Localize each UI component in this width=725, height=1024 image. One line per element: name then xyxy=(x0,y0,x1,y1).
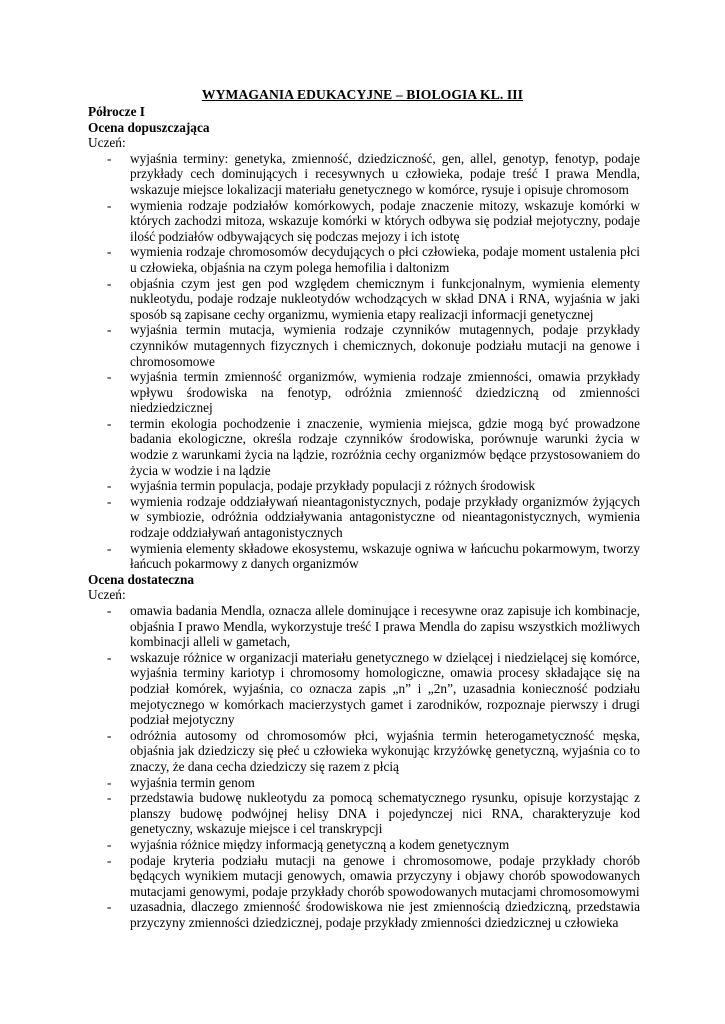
document-content xyxy=(88,104,640,930)
bullet-dash: - xyxy=(107,540,112,556)
bullet-dash: - xyxy=(107,197,112,213)
bullet-dash: - xyxy=(107,150,112,166)
list-item-text: wymienia rodzaje oddziaływań nieantagonistycznych, podaje przykłady organizmów żyjących w symbiozie, odróżnia oddziaływania antagonistyczne od nieantagonistycznych, wymienia rodzaje oddziaływań antagonistycznych xyxy=(130,493,640,541)
section-dopuszczajaca xyxy=(88,120,640,572)
bullet-dash: - xyxy=(107,322,112,338)
bullet-dash: - xyxy=(107,603,112,618)
bullet-dash: - xyxy=(107,478,112,494)
list-item-text: przedstawia budowę nukleotydu za pomocą schematycznego rysunku, opisuje korzystając z planszy budowę podwójnej helisy DNA i pojedynczej nici RNA, charakteryzuje kod genetyczny, wskazuje miejsce i cel transkrypcji xyxy=(130,790,640,837)
list-item-text: wyjaśnia terminy: genetyka, zmienność, dziedziczność, gen, allel, genotyp, fenotyp, podaje przykłady cech dominujących i recesywnych u człowieka, podaje treść I prawa Mendla, wskazuje miejsce lokalizacji materiału genetycznego w komórce, rysuje i opisuje chromosom xyxy=(130,150,640,197)
list-item xyxy=(88,198,640,245)
section-heading: Ocena dostateczna xyxy=(88,571,194,587)
semester-heading: Półrocze I xyxy=(88,104,145,119)
list-item-text: wyjaśnia różnice między informacją genetyczną a kodem genetycznym xyxy=(130,836,510,852)
bullet-dash: - xyxy=(107,369,112,385)
list-item-text: omawia badania Mendla, oznacza allele dominujące i recesywne oraz zapisuje ich kombinacje, objaśnia I prawo Mendla, wykorzystuje treść I prawa Mendla do zapisu wszystkich możliwych kombinacji alleli w gametach, xyxy=(130,603,640,650)
section-intro: Uczeń: xyxy=(88,135,126,151)
requirements-list xyxy=(88,151,640,572)
bullet-dash: - xyxy=(107,493,112,509)
list-item-text: wymienia rodzaje podziałów komórkowych, podaje znaczenie mitozy, wskazuje komórki w których zachodzi mitoza, wskazuje komórki w których odbywa się podział mejotyczny, podaje ilość podziałów odbywających się podczas mejozy i ich istotę xyxy=(130,197,640,244)
list-item xyxy=(88,775,640,791)
bullet-dash: - xyxy=(107,727,112,743)
bullet-dash: - xyxy=(107,244,112,260)
list-item xyxy=(88,603,640,650)
bullet-dash: - xyxy=(107,790,112,806)
requirements-list xyxy=(88,603,640,930)
list-item-text: podaje kryteria podziału mutacji na genowe i chromosomowe, podaje przykłady chorób będących wynikiem mutacji genowych, omawia przyczyny i objawy chorób spowodowanych mutacjami genowymi, podaje przykłady chorób spowodowanych mutacjami chromosomowymi xyxy=(130,852,640,899)
list-item xyxy=(88,369,640,416)
list-item xyxy=(88,244,640,275)
list-item-text: termin ekologia pochodzenie i znaczenie, wymienia miejsca, gdzie mogą być prowadzone badania ekologiczne, określa rodzaje czynników środowiska, porównuje warunki życia w wodzie z warunkami życia na lądzie, rozróżnia cechy organizmów będące przystosowaniem do życia w wodzie i na lądzie xyxy=(130,415,640,478)
list-item xyxy=(88,276,640,323)
list-item xyxy=(88,790,640,837)
list-item xyxy=(88,853,640,900)
list-item-text: wyjaśnia termin genom xyxy=(130,774,255,790)
section-dostateczna xyxy=(88,572,640,931)
bullet-dash: - xyxy=(107,899,112,915)
list-item xyxy=(88,494,640,541)
list-item-text: odróżnia autosomy od chromosomów płci, wyjaśnia termin heterogametyczność męska, objaśnia jak dziedziczy się płeć u człowieka wykonując krzyżówkę genetyczną, wyjaśnia co to znaczy, że dana cecha dziedziczy się razem z płcią xyxy=(130,727,640,774)
list-item xyxy=(88,650,640,728)
list-item xyxy=(88,541,640,572)
bullet-dash: - xyxy=(107,275,112,291)
list-item xyxy=(88,151,640,198)
list-item-text: wymienia rodzaje chromosomów decydujących o płci człowieka, podaje moment ustalenia płci u człowieka, objaśnia na czym polega hemofilia i daltonizm xyxy=(130,244,640,275)
list-item xyxy=(88,416,640,478)
list-item-text: wskazuje różnice w organizacji materiału genetycznego w dzielącej i niedzielącej się komórce, wyjaśnia terminy kariotyp i chromosomy homologiczne, omawia procesy składające się na podział komórek, wyjaśnia, co oznacza zapis „n” i „2n”, uzasadnia konieczność podziału mejotycznego w komórkach macierzystych gamet i zarodników, rozpoznaje pierwszy i drugi podział mejotyczny xyxy=(130,649,640,728)
list-item-text: wymienia elementy składowe ekosystemu, wskazuje ogniwa w łańcuchu pokarmowym, tworzy łańcuch pokarmowy z danych organizmów xyxy=(130,540,640,572)
list-item xyxy=(88,837,640,853)
list-item xyxy=(88,478,640,494)
list-item xyxy=(88,322,640,369)
bullet-dash: - xyxy=(107,852,112,868)
bullet-dash: - xyxy=(107,836,112,852)
bullet-dash: - xyxy=(107,774,112,790)
list-item xyxy=(88,899,640,930)
list-item-text: wyjaśnia termin zmienność organizmów, wymienia rodzaje zmienności, omawia przykłady wpływu środowiska na fenotyp, odróżnia zmienność dziedziczną od zmienności niedziedzicznej xyxy=(130,369,640,416)
section-intro: Uczeń: xyxy=(88,587,126,603)
bullet-dash: - xyxy=(107,649,112,665)
list-item-text: objaśnia czym jest gen pod względem chemicznym i funkcjonalnym, wymienia elementy nukleotydu, podaje rodzaje nukleotydów wchodzących w skład DNA i RNA, wyjaśnia w jaki sposób są zapisane cechy organizmu, wymienia etapy realizacji informacji genetycznej xyxy=(130,275,640,322)
list-item-text: wyjaśnia termin populacja, podaje przykłady populacji z różnych środowisk xyxy=(130,478,536,494)
list-item-text: wyjaśnia termin mutacja, wymienia rodzaje czynników mutagennych, podaje przykłady czynników mutagennych fizycznych i chemicznych, dokonuje podziału mutacji na genowe i chromosomowe xyxy=(130,322,640,369)
section-heading: Ocena dopuszczająca xyxy=(88,119,210,135)
document-title: WYMAGANIA EDUKACYJNE – BIOLOGIA KL. III xyxy=(201,87,524,102)
bullet-dash: - xyxy=(107,415,112,431)
list-item-text: uzasadnia, dlaczego zmienność środowiskowa nie jest zmiennością dziedziczną, przedstawia przyczyny zmienności dziedzicznej, podaje przykłady zmienności dziedzicznej u człowieka xyxy=(130,899,640,930)
list-item xyxy=(88,728,640,775)
